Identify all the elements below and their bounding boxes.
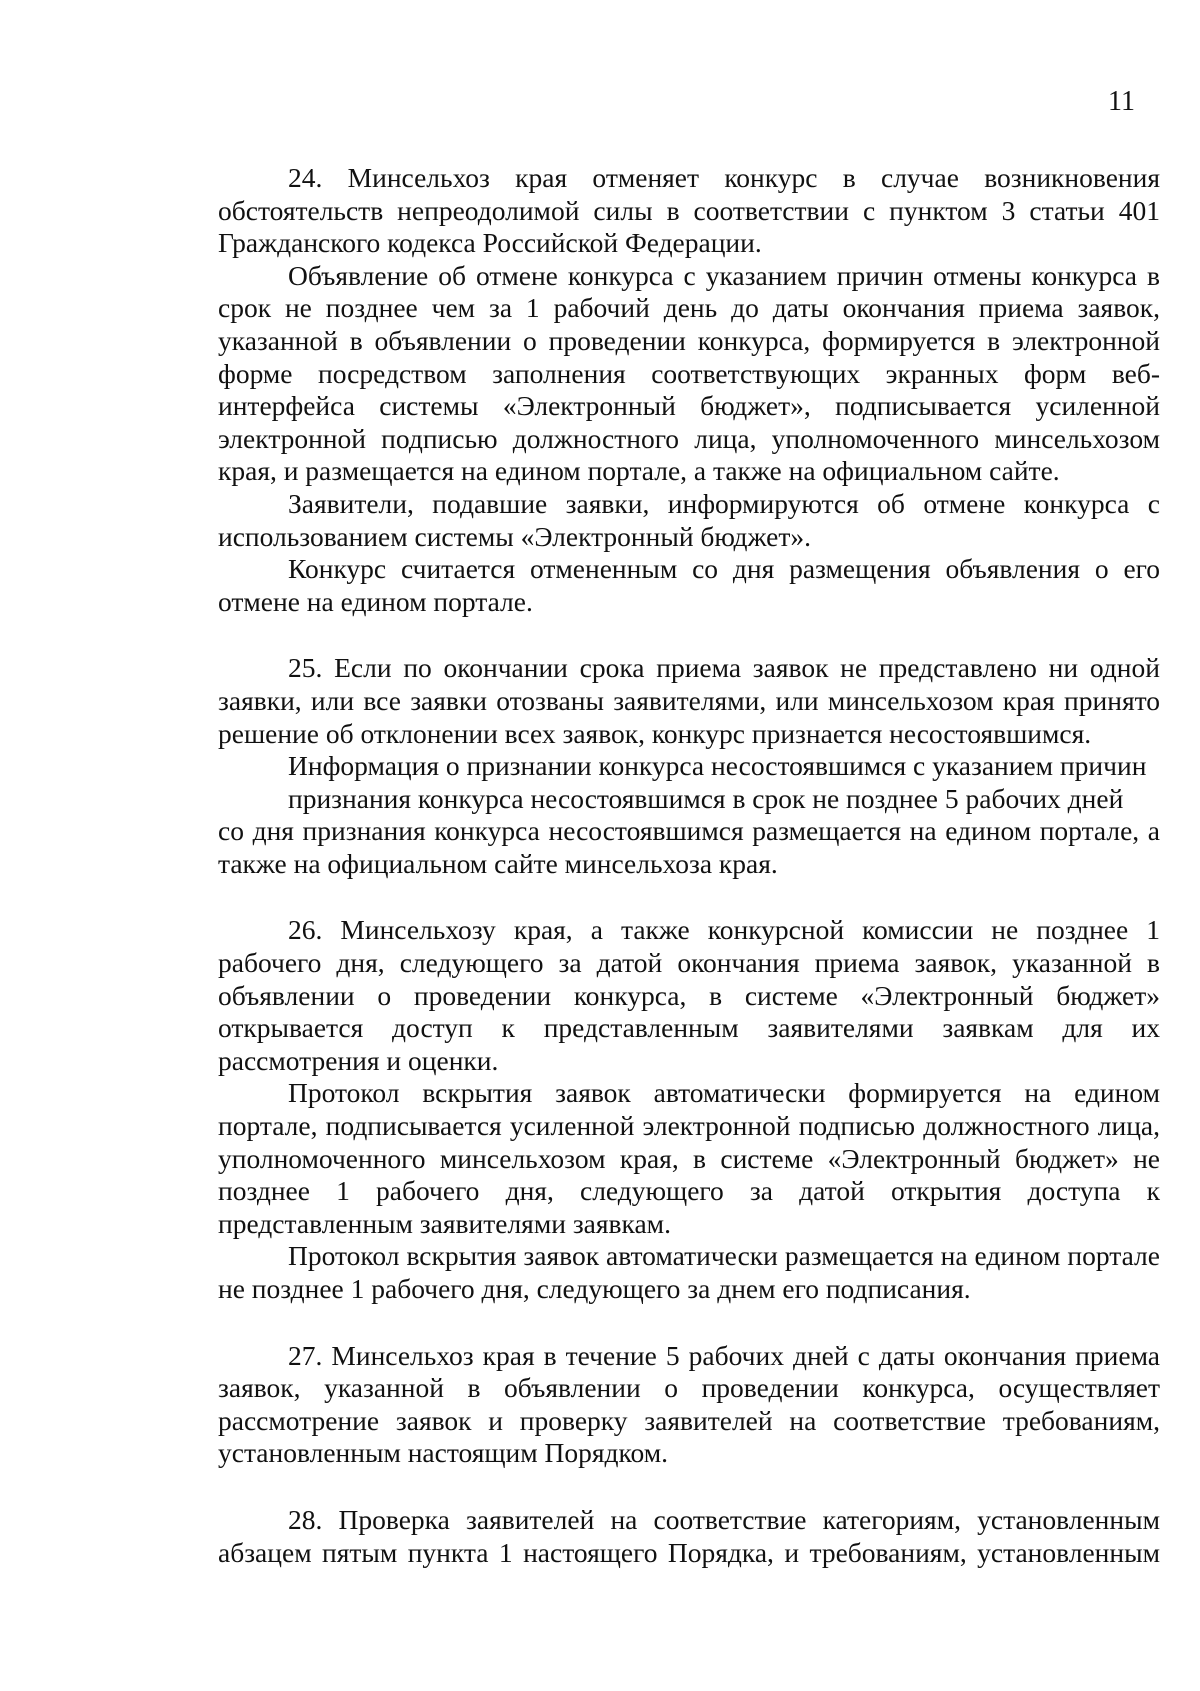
clause-28	[218, 1504, 1160, 1569]
clause-26	[218, 914, 1160, 1305]
paragraph: 28. Проверка заявителей на соответствие категориям, установленным абзацем пятым пункта 1 настоящего Порядка, и требованиям, установленным	[218, 1503, 1160, 1568]
document-body	[218, 162, 1160, 1569]
section-gap	[218, 1306, 1160, 1340]
section-gap	[218, 1470, 1160, 1504]
clause-27	[218, 1340, 1160, 1470]
hanging-paragraph	[218, 750, 1160, 880]
page-number: 11	[1108, 86, 1135, 117]
paragraph: 25. Если по окончании срока приема заявок не представлено ни одной заявки, или все заявки отозваны заявителями, или минсельхозом края принято решение об отклонении всех заявок, конкурс признается несостоявшимся.	[218, 652, 1160, 749]
paragraph-line: признания конкурса несостоявшимся в срок не позднее 5 рабочих дней	[288, 782, 1124, 814]
paragraph: Протокол вскрытия заявок автоматически формируется на едином портале, подписывается усиленной электронной подписью должностного лица, уполномоченного минсельхозом края, в системе «Электронный бюджет» не позднее 1 рабочего дня, следующего за датой открытия доступа к представленным заявителями заявкам.	[218, 1077, 1160, 1239]
paragraph: 26. Минсельхозу края, а также конкурсной комиссии не позднее 1 рабочего дня, следующего за датой окончания приема заявок, указанной в объявлении о проведении конкурса, в системе «Электронный бюджет» открывается доступ к представленным заявителями заявкам для их рассмотрения и оценки.	[218, 914, 1160, 1076]
section-gap	[218, 618, 1160, 652]
paragraph: Конкурс считается отмененным со дня размещения объявления о его отмене на едином портале.	[218, 553, 1160, 617]
clause-24	[218, 162, 1160, 618]
section-gap	[218, 880, 1160, 914]
paragraph: Протокол вскрытия заявок автоматически размещается на едином портале не позднее 1 рабочего дня, следующего за днем его подписания.	[218, 1240, 1160, 1304]
paragraph: Заявители, подавшие заявки, информируются об отмене конкурса с использованием системы «Электронный бюджет».	[218, 487, 1160, 552]
clause-25	[218, 652, 1160, 880]
paragraph: со дня признания конкурса несостоявшимся размещается на едином портале, а также на официальном сайте минсельхоза края.	[218, 815, 1160, 879]
paragraph: 24. Минсельхоз края отменяет конкурс в случае возникновения обстоятельств непреодолимой силы в соответствии с пунктом 3 статьи 401 Гражданского кодекса Российской Федерации.	[218, 162, 1160, 259]
paragraph: Объявление об отмене конкурса с указанием причин отмены конкурса в срок не позднее чем за 1 рабочий день до даты окончания приема заявок, указанной в объявлении о проведении конкурса, формируется в электронной форме посредством заполнения соответствующих экранных форм веб-интерфейса системы «Электронный бюджет», подписывается усиленной электронной подписью должностного лица, уполномоченного минсельхозом края, и размещается на едином портале, а также на официальном сайте.	[218, 259, 1160, 487]
paragraph-line: Информация о признании конкурса несостоявшимся с указанием причин	[288, 750, 1147, 782]
paragraph: 27. Минсельхоз края в течение 5 рабочих дней с даты окончания приема заявок, указанной в объявлении о проведении конкурса, осуществляет рассмотрение заявок и проверку заявителей на соответствие требованиям, установленным настоящим Порядком.	[218, 1339, 1160, 1469]
